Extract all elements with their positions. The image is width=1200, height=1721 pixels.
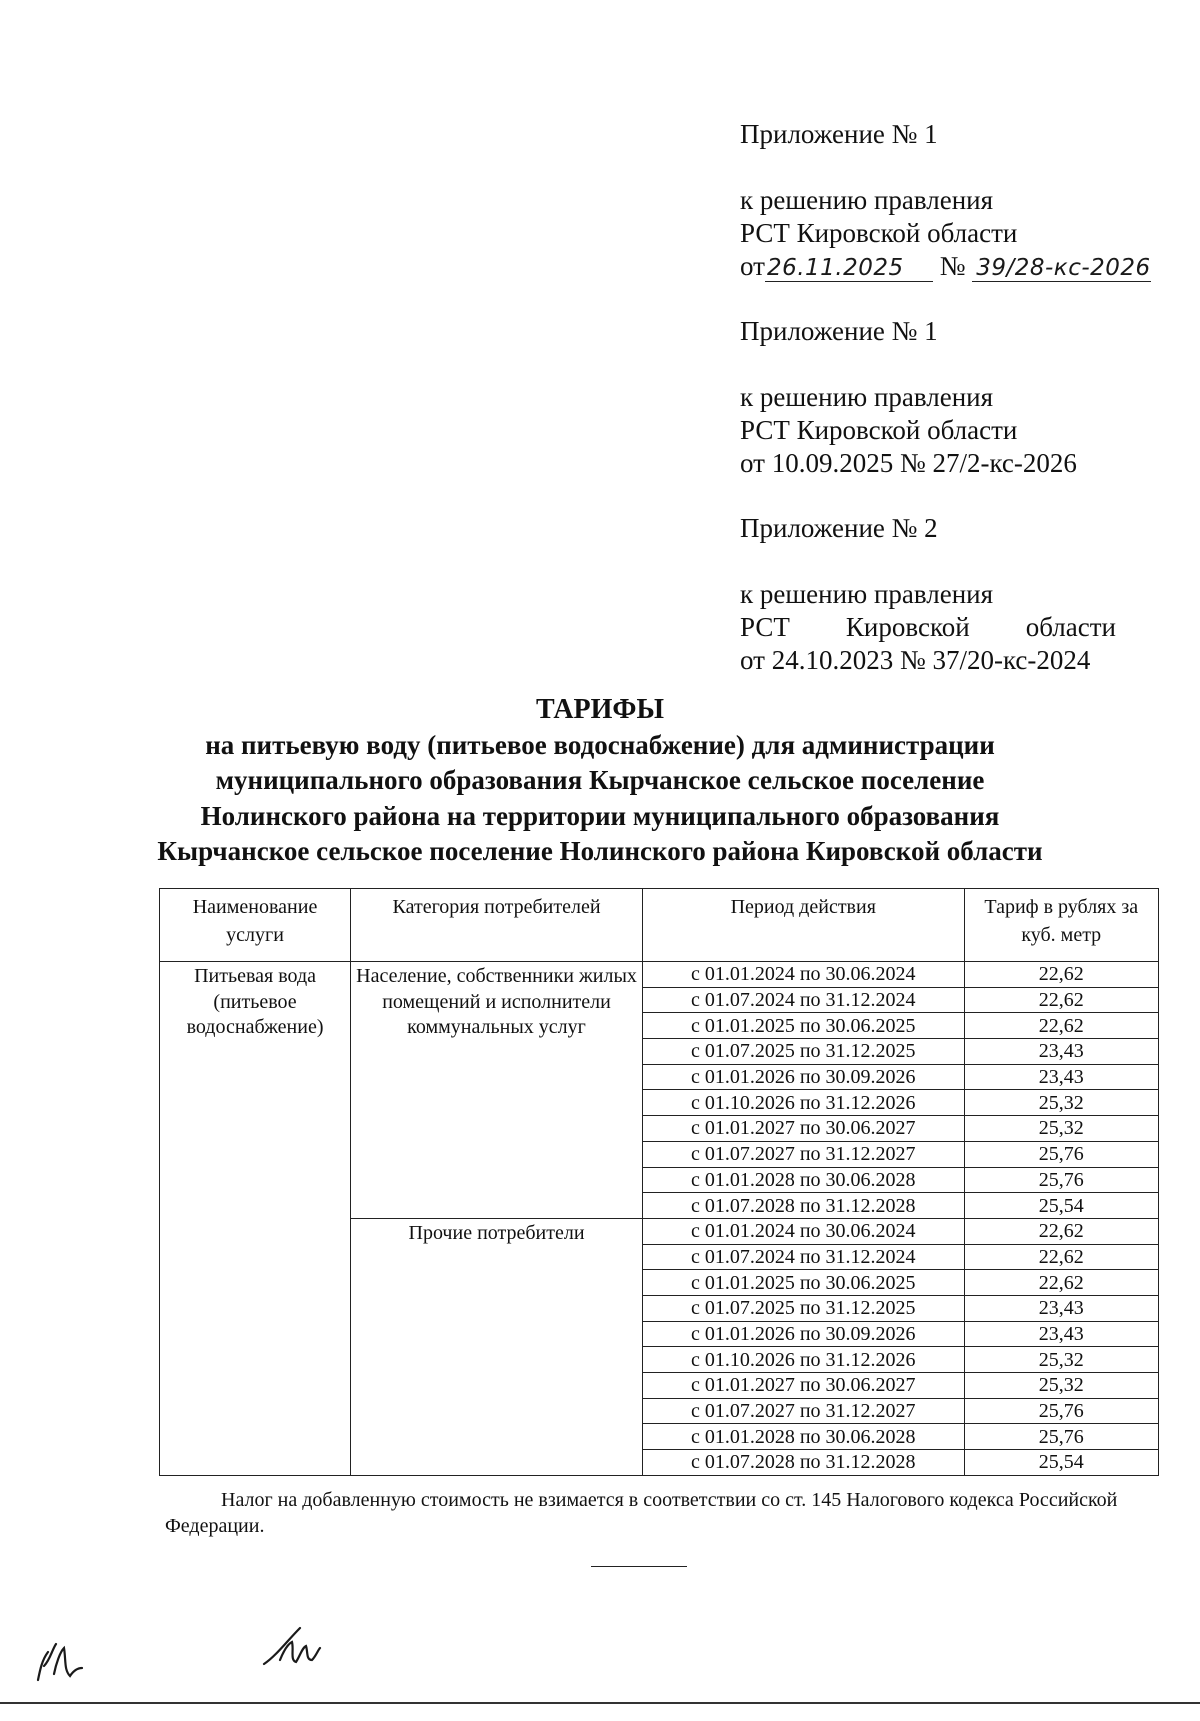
- header-tariff: Тариф в рублях за куб. метр: [964, 889, 1158, 962]
- authority-word: области: [1025, 612, 1116, 642]
- title-line: Кырчанское сельское поселение Нолинского района Кировской области: [157, 836, 1043, 866]
- document-title: [0, 692, 1200, 870]
- tariff-cell: 22,62: [964, 1218, 1158, 1244]
- appendix-decision-line: к решению правления: [740, 185, 994, 215]
- title-line: на питьевую воду (питьевое водоснабжение) для администрации: [205, 729, 995, 760]
- tariff-cell: 22,62: [964, 962, 1158, 988]
- authority-word: РСТ: [740, 612, 790, 642]
- period-cell: с 01.07.2027 по 31.12.2027: [642, 1141, 964, 1167]
- tariff-cell: 22,62: [964, 1270, 1158, 1296]
- tariff-table: [159, 888, 1159, 1476]
- table-body: [160, 962, 1159, 1476]
- tariff-cell: 22,62: [964, 1244, 1158, 1270]
- period-cell: с 01.07.2024 по 31.12.2024: [642, 1244, 964, 1270]
- period-cell: с 01.01.2024 по 30.06.2024: [642, 962, 964, 988]
- period-cell: с 01.07.2028 по 31.12.2028: [642, 1193, 964, 1219]
- page-bottom-edge: [0, 1702, 1200, 1704]
- header-period: Период действия: [642, 889, 964, 962]
- consumer-category-cell: Население, собственники жилых помещений и исполнители коммунальных услуг: [351, 962, 643, 1219]
- appendix-heading: Приложение № 1: [740, 119, 938, 149]
- tariff-cell: 25,76: [964, 1398, 1158, 1424]
- period-cell: с 01.01.2025 по 30.06.2025: [642, 1013, 964, 1039]
- tariff-cell: 25,32: [964, 1347, 1158, 1373]
- handwritten-date: 26.11.2025: [765, 255, 933, 282]
- period-cell: с 01.07.2025 по 31.12.2025: [642, 1039, 964, 1065]
- period-cell: с 01.07.2027 по 31.12.2027: [642, 1398, 964, 1424]
- service-name-cell: Питьевая вода (питьевое водоснабжение): [160, 962, 351, 1476]
- tariff-cell: 25,32: [964, 1090, 1158, 1116]
- appendix-decision-line: к решению правления: [740, 579, 994, 609]
- vat-note: Налог на добавленную стоимость не взимается в соответствии со ст. 145 Налогового кодекса Российской Федерации.: [165, 1489, 1118, 1537]
- appendix-date-number-line: [740, 250, 1151, 283]
- tariff-cell: 25,54: [964, 1193, 1158, 1219]
- tariff-cell: 25,76: [964, 1424, 1158, 1450]
- period-cell: с 01.01.2026 по 30.09.2026: [642, 1321, 964, 1347]
- appendix-decision-line: к решению правления: [740, 382, 994, 412]
- tariff-cell: 22,62: [964, 1013, 1158, 1039]
- appendix-authority-line: РСТ Кировской области: [740, 415, 1018, 445]
- tariff-cell: 22,62: [964, 987, 1158, 1013]
- from-prefix: от: [740, 251, 765, 281]
- appendix-date-number-line: от 24.10.2023 № 37/20-кс-2024: [740, 645, 1091, 675]
- tariff-cell: 23,43: [964, 1039, 1158, 1065]
- period-cell: с 01.07.2024 по 31.12.2024: [642, 987, 964, 1013]
- header-service: Наименование услуги: [160, 889, 351, 962]
- period-cell: с 01.01.2025 по 30.06.2025: [642, 1270, 964, 1296]
- title-main: ТАРИФЫ: [536, 694, 664, 725]
- divider-line: [591, 1566, 687, 1567]
- period-cell: с 01.01.2027 по 30.06.2027: [642, 1116, 964, 1142]
- period-cell: с 01.10.2026 по 31.12.2026: [642, 1090, 964, 1116]
- appendix-block-2: [740, 315, 1077, 480]
- period-cell: с 01.01.2024 по 30.06.2024: [642, 1218, 964, 1244]
- title-line: муниципального образования Кырчанское сельское поселение: [215, 765, 985, 795]
- appendix-heading: Приложение № 2: [740, 513, 938, 543]
- initials-signature: [30, 1630, 90, 1690]
- consumer-category-cell: Прочие потребители: [351, 1218, 643, 1475]
- period-cell: с 01.07.2028 по 31.12.2028: [642, 1450, 964, 1476]
- tariff-cell: 25,32: [964, 1116, 1158, 1142]
- appendix-authority-line: [740, 611, 1116, 644]
- number-sign: №: [939, 251, 966, 281]
- period-cell: с 01.07.2025 по 31.12.2025: [642, 1295, 964, 1321]
- tariff-cell: 23,43: [964, 1321, 1158, 1347]
- tariff-cell: 23,43: [964, 1064, 1158, 1090]
- period-cell: с 01.01.2028 по 30.06.2028: [642, 1424, 964, 1450]
- table-header-row: [160, 889, 1159, 962]
- handwritten-signature: [258, 1620, 328, 1680]
- appendix-block-3: [740, 512, 1116, 677]
- tariff-cell: 25,54: [964, 1450, 1158, 1476]
- tariff-cell: 25,32: [964, 1373, 1158, 1399]
- period-cell: с 01.01.2026 по 30.09.2026: [642, 1064, 964, 1090]
- tariff-cell: 23,43: [964, 1295, 1158, 1321]
- appendix-date-number-line: от 10.09.2025 № 27/2-кс-2026: [740, 448, 1077, 478]
- appendix-authority-line: РСТ Кировской области: [740, 218, 1018, 248]
- period-cell: с 01.10.2026 по 31.12.2026: [642, 1347, 964, 1373]
- authority-word: Кировской: [845, 612, 970, 642]
- table-row: [160, 962, 1159, 988]
- period-cell: с 01.01.2027 по 30.06.2027: [642, 1373, 964, 1399]
- appendix-heading: Приложение № 1: [740, 316, 938, 346]
- header-category: Категория потребителей: [351, 889, 643, 962]
- handwritten-number: 39/28-кс-2026: [972, 255, 1150, 282]
- period-cell: с 01.01.2028 по 30.06.2028: [642, 1167, 964, 1193]
- appendix-block-1: [740, 118, 1151, 283]
- tariff-cell: 25,76: [964, 1167, 1158, 1193]
- title-line: Нолинского района на территории муниципального образования: [200, 800, 1000, 831]
- tariff-cell: 25,76: [964, 1141, 1158, 1167]
